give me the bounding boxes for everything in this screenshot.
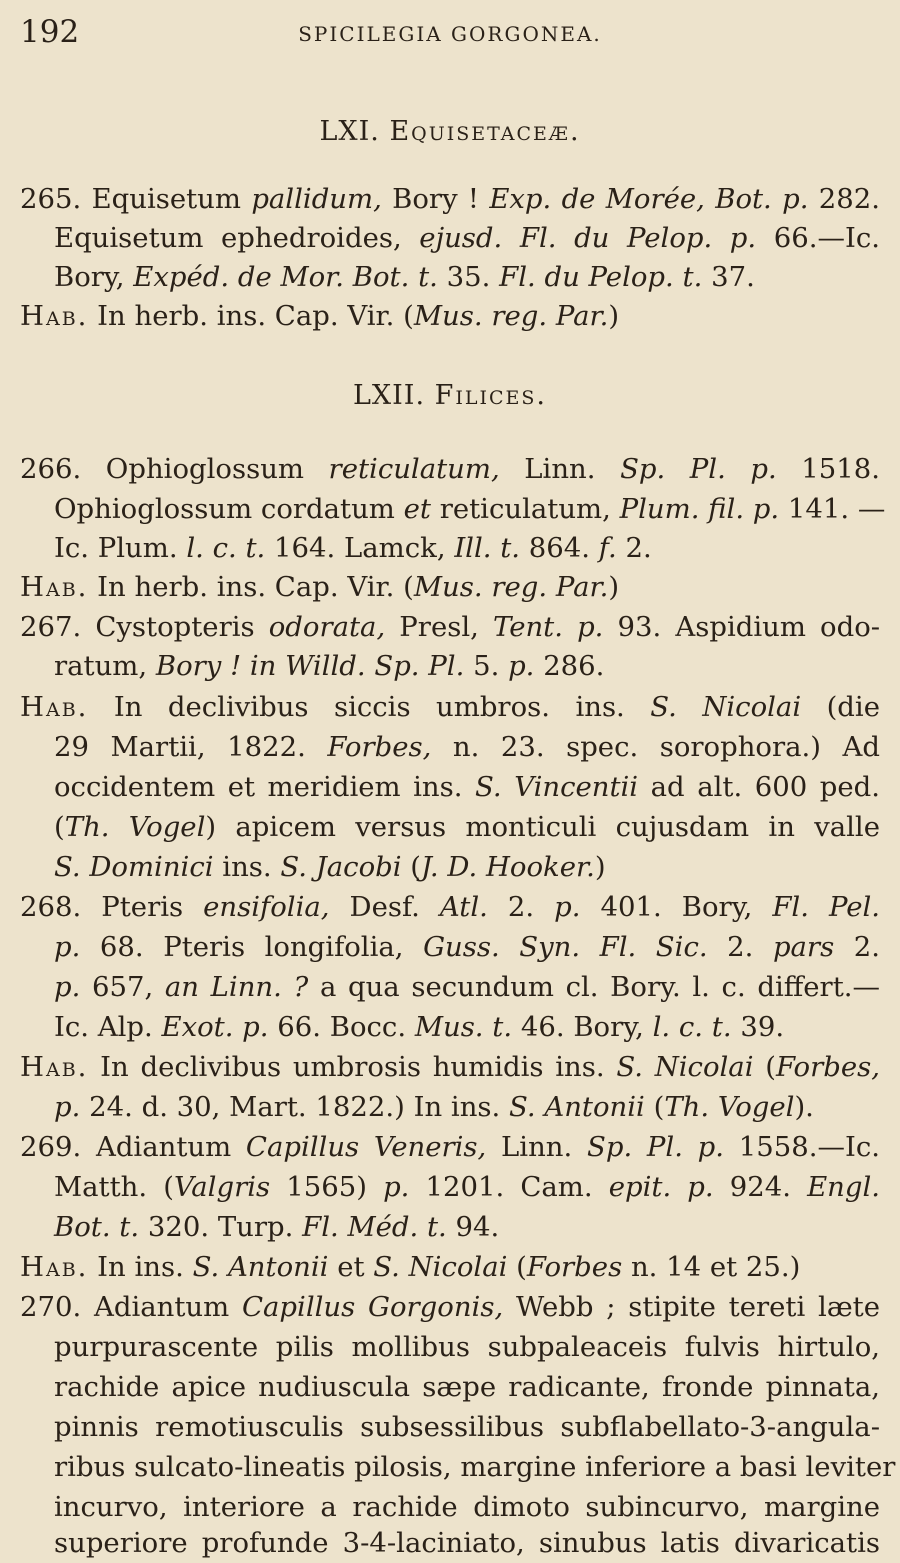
entry-268-line-1: 268. Pteris ensifolia, Desf. Atl. 2. p. 401. Bory, Fl. Pel. — [20, 891, 881, 923]
entry-270-line-1: 270. Adiantum Capillus Gorgonis, Webb ; stipite tereti læte — [20, 1291, 880, 1323]
entry-266-line-3: Ic. Plum. l. c. t. 164. Lamck, Ill. t. 864. f. 2. — [54, 532, 652, 564]
running-title: SPICILEGIA GORGONEA. — [298, 22, 602, 46]
entry-268-habitat-1: Hab. In declivibus umbrosis humidis ins. S. Nicolai (Forbes, — [20, 1051, 880, 1083]
entry-266-line-1: 266. Ophioglossum reticulatum, Linn. Sp. Pl. p. 1518. — [20, 453, 881, 485]
section-heading-equisetaceae: LXI. Equisetaceæ. — [319, 116, 581, 147]
running-header — [20, 14, 880, 50]
entry-270-desc-line: purpurascente pilis mollibus subpaleaceis fulvis hirtulo, — [54, 1331, 880, 1363]
entry-265-line-3: Bory, Expéd. de Mor. Bot. t. 35. Fl. du Pelop. t. 37. — [54, 261, 755, 293]
entry-270-desc-line: pinnis remotiusculis subsessilibus subflabellato-3-angula- — [54, 1411, 880, 1443]
entry-266-habitat: Hab. In herb. ins. Cap. Vir. (Mus. reg. Par.) — [20, 571, 620, 603]
entry-265-line-1: 265. Equisetum pallidum, Bory ! Exp. de Morée, Bot. p. 282. — [20, 183, 881, 215]
entry-267-line-1: 267. Cystopteris odorata, Presl, Tent. p. 93. Aspidium odo- — [20, 611, 881, 643]
entry-269-line-2: Matth. (Valgris 1565) p. 1201. Cam. epit. p. 924. Engl. — [54, 1171, 881, 1203]
entry-268-line-2: p. 68. Pteris longifolia, Guss. Syn. Fl. Sic. 2. pars 2. — [54, 931, 880, 963]
entry-268-line-4: Ic. Alp. Exot. p. 66. Bocc. Mus. t. 46. Bory, l. c. t. 39. — [54, 1011, 785, 1043]
entry-270-desc-line: incurvo, interiore a rachide dimoto subincurvo, margine — [54, 1491, 880, 1523]
entry-265-line-2: Equisetum ephedroides, ejusd. Fl. du Pelop. p. 66.—Ic. — [54, 222, 880, 254]
entry-267-habitat-1: Hab. In declivibus siccis umbros. ins. S. Nicolai (die — [20, 691, 880, 723]
entry-270-desc-line: superiore profunde 3-4-laciniato, sinubus latis divaricatis — [54, 1527, 880, 1559]
entry-267-habitat-2: 29 Martii, 1822. Forbes, n. 23. spec. sorophora.) Ad — [54, 731, 880, 763]
page-number: 192 — [20, 14, 80, 50]
entry-269-line-3: Bot. t. 320. Turp. Fl. Méd. t. 94. — [54, 1211, 500, 1243]
entry-270-desc-line: rachide apice nudiuscula sæpe radicante, fronde pinnata, — [54, 1371, 880, 1403]
entry-269-habitat: Hab. In ins. S. Antonii et S. Nicolai (Forbes n. 14 et 25.) — [20, 1251, 801, 1283]
entry-265-habitat: Hab. In herb. ins. Cap. Vir. (Mus. reg. Par.) — [20, 300, 620, 332]
entry-268-line-3: p. 657, an Linn. ? a qua secundum cl. Bory. l. c. differt.— — [54, 971, 880, 1003]
entry-267-line-2: ratum, Bory ! in Willd. Sp. Pl. 5. p. 286. — [54, 650, 605, 682]
entry-270-desc-line: ribus sulcato-lineatis pilosis, margine inferiore a basi leviter — [54, 1451, 896, 1483]
entry-267-habitat-4: (Th. Vogel) apicem versus monticuli cujusdam in valle — [54, 811, 880, 843]
entry-266-line-2: Ophioglossum cordatum et reticulatum, Plum. fil. p. 141. — — [54, 493, 886, 525]
entry-267-habitat-3: occidentem et meridiem ins. S. Vincentii ad alt. 600 ped. — [54, 771, 880, 803]
entry-267-habitat-5: S. Dominici ins. S. Jacobi (J. D. Hooker.) — [54, 851, 606, 883]
entry-269-line-1: 269. Adiantum Capillus Veneris, Linn. Sp. Pl. p. 1558.—Ic. — [20, 1131, 880, 1163]
entry-268-habitat-2: p. 24. d. 30, Mart. 1822.) In ins. S. Antonii (Th. Vogel). — [54, 1091, 814, 1123]
section-heading-filices: LXII. Filices. — [352, 380, 548, 411]
